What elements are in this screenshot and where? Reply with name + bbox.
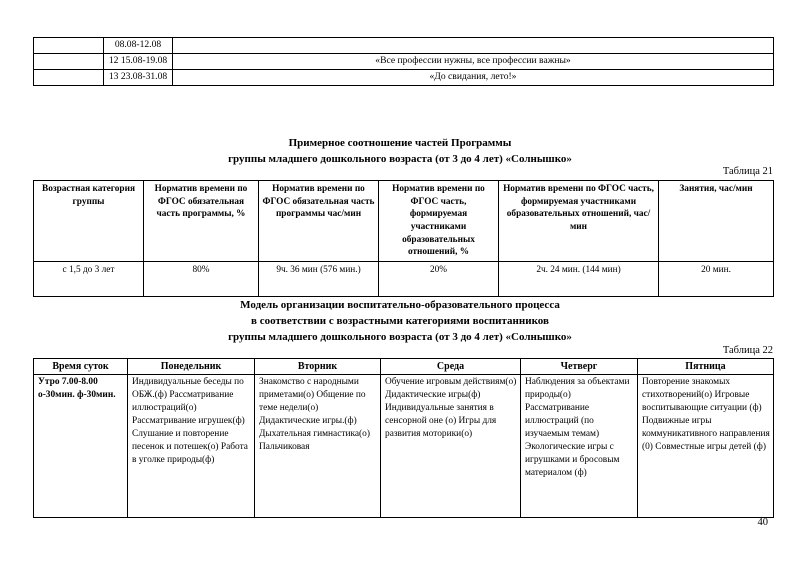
heading-line: в соответствии с возрастными категориями воспитанников	[251, 314, 549, 327]
table-header-row	[34, 359, 774, 375]
table-row	[34, 375, 774, 518]
column-header-monday: Понедельник	[128, 359, 255, 375]
table-20-continued	[33, 37, 774, 86]
table-header-row	[34, 181, 774, 262]
cell-part-time: 2ч. 24 мин. (144 мин)	[499, 261, 659, 296]
period-cell	[34, 53, 104, 69]
column-header-wednesday: Среда	[381, 359, 521, 375]
period-cell	[34, 69, 104, 85]
week-number: 12	[108, 54, 119, 66]
column-header-norm-percent: Норматив времени по ФГОС обязательная часть программы, %	[144, 181, 259, 262]
column-header-tuesday: Вторник	[255, 359, 381, 375]
cell-friday: Повторение знакомых стихотворений(о) Игровые воспитывающие ситуации (ф) Подвижные игры коммуникативного направления (0) Совместные игры детей (ф)	[638, 375, 774, 518]
week-number: 13	[108, 70, 119, 82]
table-22	[33, 358, 774, 518]
column-header-lessons: Занятия, час/мин	[659, 181, 774, 262]
table-row	[34, 38, 774, 54]
period-cell	[34, 38, 104, 54]
theme-cell: «Все профессии нужны, все профессии важны»	[173, 53, 774, 69]
heading-table-21	[0, 136, 800, 168]
cell-part-percent: 20%	[379, 261, 499, 296]
heading-line: Модель организации воспитательно-образовательного процесса	[240, 299, 560, 311]
table-21-wrapper	[33, 180, 774, 297]
cell-wednesday: Обучение игровым действиям(о) Дидактические игры(ф) Индивидуальные занятия в сенсорной оне (о) Игры для развития моторики(о)	[381, 375, 521, 518]
table-row	[34, 53, 774, 69]
week-cell	[104, 69, 173, 85]
cell-thursday: Наблюдения за объектами природы(о) Рассматривание иллюстраций (по изучаемым темам) Экологические игры с игрушками и бросовым материалом (ф)	[521, 375, 638, 518]
cell-age-category: с 1,5 до 3 лет	[34, 261, 144, 296]
column-header-part-time: Норматив времени по ФГОС часть, формируемая участниками образовательных отношений, час/мин	[499, 181, 659, 262]
week-cell	[104, 53, 173, 69]
heading-line: Примерное соотношение частей Программы	[288, 137, 512, 149]
column-header-time-of-day: Время суток	[34, 359, 128, 375]
cell-norm-time: 9ч. 36 мин (576 мин.)	[259, 261, 379, 296]
theme-cell: «До свидания, лето!»	[173, 69, 774, 85]
heading-line: группы младшего дошкольного возраста (от 3 до 4 лет) «Солнышко»	[228, 152, 572, 165]
column-header-age-category: Возрастная категория группы	[34, 181, 144, 262]
cell-norm-percent: 80%	[144, 261, 259, 296]
table-row	[34, 69, 774, 85]
heading-table-22	[0, 298, 800, 346]
column-header-thursday: Четверг	[521, 359, 638, 375]
cell-time-of-day: Утро 7.00-8.00 о-30мин. ф-30мин.	[34, 375, 128, 518]
cell-lessons: 20 мин.	[659, 261, 774, 296]
theme-cell	[173, 38, 774, 54]
table-20-continued-wrapper	[33, 37, 774, 86]
caption-table-22: Таблица 22	[722, 345, 773, 356]
week-dates: 23.08-31.08	[120, 70, 168, 82]
table-row	[34, 261, 774, 296]
page-number: 40	[757, 517, 768, 528]
heading-line: группы младшего дошкольного возраста (от 3 до 4 лет) «Солнышко»	[228, 330, 572, 343]
column-header-friday: Пятница	[638, 359, 774, 375]
column-header-norm-time: Норматив времени по ФГОС обязательная часть программы час/мин	[259, 181, 379, 262]
cell-monday: Индивидуальные беседы по ОБЖ.(ф) Рассматривание иллюстраций(о) Рассматривание игрушек(ф) Слушание и повторение песенок и потешек(о) Работа в уголке природы(ф)	[128, 375, 255, 518]
column-header-part-percent: Норматив времени по ФГОС часть, формируемая участниками образовательных отношений, %	[379, 181, 499, 262]
caption-table-21: Таблица 21	[722, 166, 773, 177]
table-22-wrapper	[33, 358, 774, 518]
week-dates: 15.08-19.08	[120, 54, 168, 66]
cell-tuesday: Знакомство с народными приметами(о) Общение по теме недели(о) Дидактические игры.(ф) Дыхательная гимнастика(о) Пальчиковая	[255, 375, 381, 518]
table-21	[33, 180, 774, 297]
week-cell: 08.08-12.08	[104, 38, 173, 54]
